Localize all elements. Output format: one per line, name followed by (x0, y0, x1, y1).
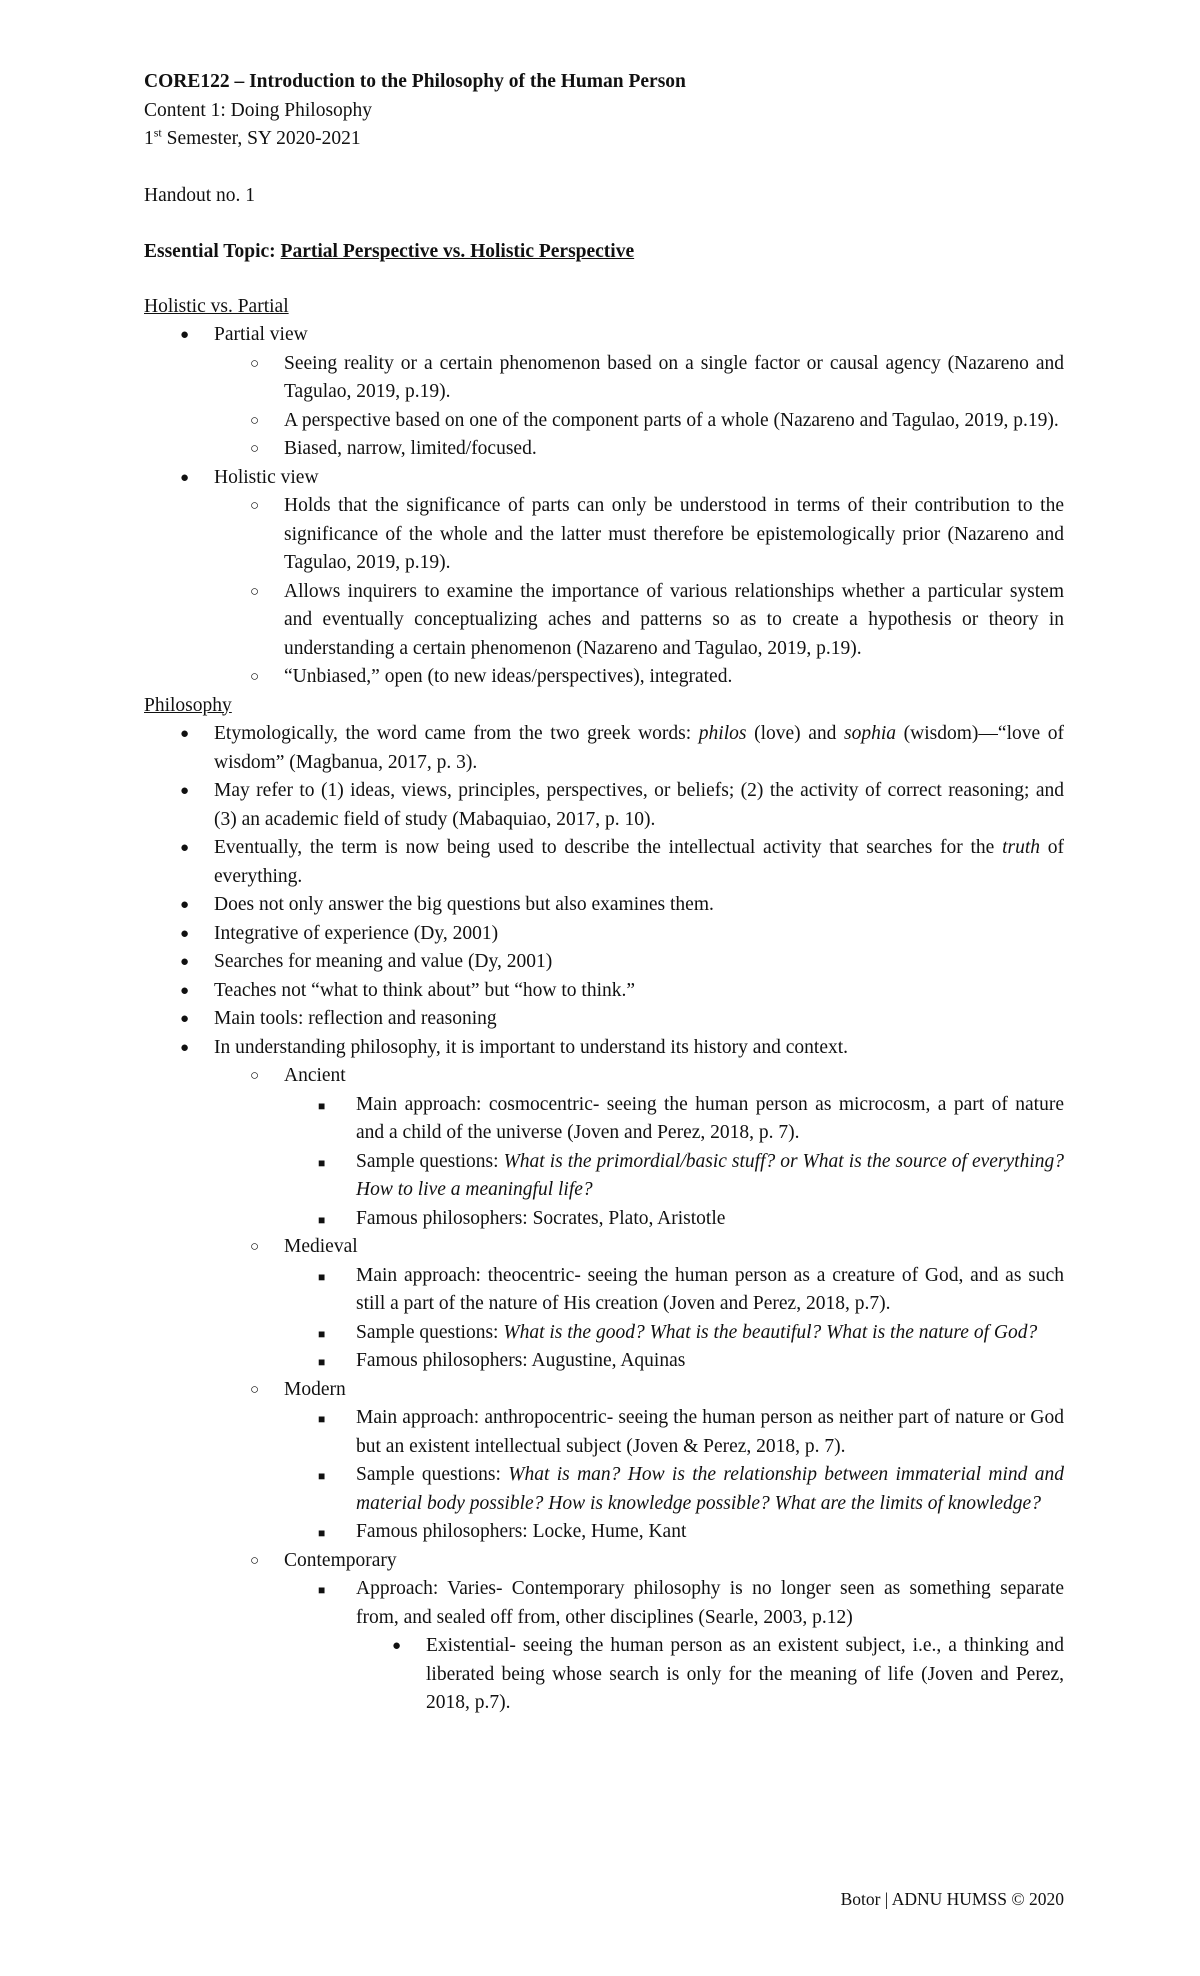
list-item: ■ Famous philosophers: Socrates, Plato, Aristotle (284, 1205, 1064, 1234)
page-footer: Botor | ADNU HUMSS © 2020 (840, 1889, 1064, 1909)
list-item: ● Integrative of experience (Dy, 2001) (144, 920, 1064, 949)
list-item (284, 1461, 1064, 1518)
text-run: What is the good? What is the beautiful? What is the nature of God? (503, 1321, 1038, 1343)
partial-view-label: Partial view (214, 324, 308, 345)
section-title-holistic: Holistic vs. Partial (144, 295, 289, 317)
list-item: ■ Main approach: theocentric- seeing the human person as a creature of God, and as such still a part of the nature of His creation (Joven and Perez, 2018, p.7). (284, 1262, 1064, 1319)
period-details (284, 1404, 1064, 1547)
list-item (144, 720, 1064, 777)
list-item: ● Searches for meaning and value (Dy, 2001) (144, 948, 1064, 977)
text-run: Approach: Varies- Contemporary philosophy is no longer seen as something separate from, and sealed off from, other disciplines (Searle, 2003, p.12) (356, 1578, 1064, 1628)
periods-list (214, 1062, 1064, 1718)
list-item (144, 464, 1064, 692)
semester-ordinal: 1 (144, 128, 154, 149)
list-item (284, 1319, 1064, 1348)
list-item: ■ Famous philosophers: Augustine, Aquinas (284, 1347, 1064, 1376)
list-item: ● Does not only answer the big questions but also examines them. (144, 891, 1064, 920)
period-details (284, 1262, 1064, 1376)
handout-page (144, 68, 1064, 1718)
list-item: ○ Biased, narrow, limited/focused. (214, 435, 1064, 464)
period-label: Contemporary (284, 1549, 397, 1571)
list-item (144, 1034, 1064, 1718)
essential-topic-label: Essential Topic: (144, 241, 276, 262)
period-details (284, 1091, 1064, 1234)
semester-ordinal-suffix: st (153, 125, 162, 140)
text-run: Sample questions: (356, 1150, 504, 1172)
period-modern (214, 1376, 1064, 1547)
list-item: ■ Main approach: cosmocentric- seeing the human person as microcosm, a part of nature and a child of the universe (Joven and Perez, 2018, p. 7). (284, 1091, 1064, 1148)
period-label: Modern (284, 1378, 346, 1400)
list-item: ○ Seeing reality or a certain phenomenon based on a single factor or causal agency (Nazareno and Tagulao, 2019, p.19). (214, 350, 1064, 407)
list-item (144, 834, 1064, 891)
list-item: ○ “Unbiased,” open (to new ideas/perspectives), integrated. (214, 663, 1064, 692)
list-item (284, 1575, 1064, 1718)
handout-number: Handout no. 1 (144, 184, 256, 206)
list-item: ● May refer to (1) ideas, views, principles, perspectives, or beliefs; (2) the activity of correct reasoning; and (3) an academic field of study (Mabaquiao, 2017, p. 10). (144, 777, 1064, 834)
text-run: (love) and (746, 723, 845, 744)
period-contemporary (214, 1547, 1064, 1718)
essential-topic (144, 238, 1064, 267)
text-run: Sample questions: (356, 1464, 509, 1485)
partial-view-list (214, 350, 1064, 464)
text-run: Sample questions: (356, 1321, 504, 1343)
period-details (284, 1575, 1064, 1718)
list-item: ○ Holds that the significance of parts can only be understood in terms of their contribution to the significance of the whole and the latter must therefore be epistemologically prior (Nazareno and Tagulao, 2019, p.19). (214, 492, 1064, 578)
text-run: Eventually, the term is now being used to describe the intellectual activity that searches for the (214, 837, 1003, 858)
course-title: CORE122 – Introduction to the Philosophy of the Human Person (144, 71, 686, 92)
list-item: ○ A perspective based on one of the component parts of a whole (Nazareno and Tagulao, 2019, p.19). (214, 407, 1064, 436)
content-line: Content 1: Doing Philosophy (144, 99, 373, 121)
list-item: ■ Main approach: anthropocentric- seeing the human person as neither part of nature or God but an existent intellectual subject (Joven & Perez, 2018, p. 7). (284, 1404, 1064, 1461)
text-run: truth (1002, 837, 1041, 858)
section-title-philosophy: Philosophy (144, 694, 232, 716)
essential-topic-title: Partial Perspective vs. Holistic Perspective (280, 241, 635, 262)
text-run: philos (698, 723, 747, 744)
semester-line (144, 125, 1064, 154)
list-item: ● Main tools: reflection and reasoning (144, 1005, 1064, 1034)
list-item (284, 1148, 1064, 1205)
holistic-list (144, 321, 1064, 692)
text-run: sophia (844, 723, 897, 744)
list-item: ● Existential- seeing the human person as an existent subject, i.e., a thinking and liberated being whose search is only for the meaning of life (Joven and Perez, 2018, p.7). (356, 1632, 1064, 1718)
list-item: ○ Allows inquirers to examine the importance of various relationships whether a particular system and eventually conceptualizing aches and patterns so as to create a hypothesis or theory in understanding a certain phenomenon (Nazareno and Tagulao, 2019, p.19). (214, 578, 1064, 664)
period-label: Ancient (284, 1065, 346, 1086)
philosophy-list (144, 720, 1064, 1718)
semester-rest: Semester, SY 2020-2021 (161, 128, 361, 149)
text-run: Etymologically, the word came from the two greek words: (214, 723, 699, 744)
text-run: What is the primordial/basic stuff? or What is the source of everything? How to live a meaningful life? (356, 1150, 1064, 1200)
period-label: Medieval (284, 1236, 358, 1257)
list-item: ● Teaches not “what to think about” but “how to think.” (144, 977, 1064, 1006)
list-item (144, 321, 1064, 464)
text-run: of everything. (214, 837, 1065, 887)
holistic-view-list (214, 492, 1064, 692)
text-run: What is man? How is the relationship between immaterial mind and material body possible? How is knowledge possible? What are the limits of knowledge? (356, 1464, 1064, 1514)
period-ancient (214, 1062, 1064, 1233)
text-run: (wisdom)—“love of wisdom” (Magbanua, 2017, p. 3). (214, 723, 1065, 773)
holistic-view-label: Holistic view (214, 466, 319, 488)
list-item: ■ Famous philosophers: Locke, Hume, Kant (284, 1518, 1064, 1547)
approach-list (356, 1632, 1064, 1718)
text-run: In understanding philosophy, it is important to understand its history and context. (214, 1036, 849, 1058)
period-medieval (214, 1233, 1064, 1376)
